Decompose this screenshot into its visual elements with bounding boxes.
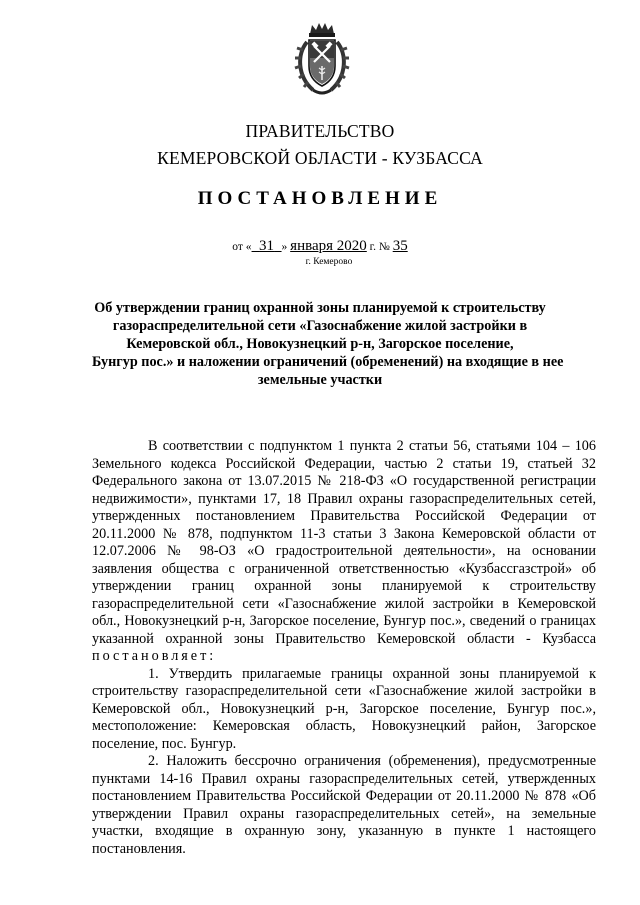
organization-name-line2: КЕМЕРОВСКОЙ ОБЛАСТИ - КУЗБАССА xyxy=(157,148,483,168)
date-quote-close: » xyxy=(281,241,288,253)
document-date-line xyxy=(0,238,640,255)
organization-name-line1: ПРАВИТЕЛЬСТВО xyxy=(245,121,395,141)
date-month-year: января 2020 xyxy=(290,238,367,254)
item-1-paragraph: 1. Утвердить прилагаемые границы охранной зоны планируемой к строительству газораспределительной сети «Газоснабжение жилой застройки в Кемеровской обл., Новокузнецкий р-н, Загорское поселение, Бунгур пос.», местоположение: Кемеровская область, Новокузнецкий район, Загорское поселение, пос. Бунгур. xyxy=(92,665,596,752)
document-title xyxy=(92,299,564,389)
title-line: Об утверждении границ охранной зоны планируемой к строительству xyxy=(94,300,546,316)
kemerovo-coat-of-arms-icon xyxy=(293,20,351,98)
document-city: г. Кемерово xyxy=(305,257,353,267)
document-number: 35 xyxy=(392,238,408,254)
number-sign: № xyxy=(378,241,390,253)
date-day: 31 xyxy=(259,238,275,254)
date-year-suffix: г. xyxy=(369,241,376,253)
date-prefix: от « xyxy=(232,241,252,253)
title-line: газораспределительной сети «Газоснабжение жилой застройки в xyxy=(112,318,528,334)
title-line: Бунгур пос.» и наложении ограничений (обременений) на входящие в нее xyxy=(92,354,564,370)
preamble-paragraph: В соответствии с подпунктом 1 пункта 2 статьи 56, статьями 104 – 106 Земельного кодекса Российской Федерации, частью 2 статьи 19, статьей 32 Федерального закона от 13.07.2015 № 218-ФЗ «О государственной регистрации недвижимости», пунктами 17, 18 Правил охраны газораспределительных сетей, утвержденных постановлением Правительства Российской Федерации от 20.11.2000 № 878, подпунктом 11-3 статьи 3 Закона Кемеровской области от 12.07.2006 № 98-ОЗ «О градостроительной деятельности», на основании заявления общества с ограниченной ответственностью «Кузбассгазстрой» об утверждении границ охранной зоны планируемой к строительству газораспределительной сети «Газоснабжение жилой застройки в Кемеровской обл., Новокузнецкий р-н, Загорское поселение, Бунгур пос.», сведений о границах указанной охранной зоны Правительство Кемеровской области - Кузбасса постановляет: xyxy=(92,438,596,664)
item-2-paragraph: 2. Наложить бессрочно ограничения (обременения), предусмотренные пунктами 14-16 Правил охраны газораспределительных сетей, утвержденных постановлением Правительства Российской Федерации от 20.11.2000 № 878 «Об утверждении Правил охраны газораспределительных сетей», на земельные участки, входящие в охранную зону, указанную в пункте 1 настоящего постановления. xyxy=(92,753,596,857)
document-type-heading: ПОСТАНОВЛЕНИЕ xyxy=(197,188,443,209)
title-line: Кемеровской обл., Новокузнецкий р-н, Загорское поселение, xyxy=(126,336,514,352)
document-body xyxy=(92,438,596,858)
resolves-word: постановляет: xyxy=(92,648,217,664)
title-line: земельные участки xyxy=(257,372,383,388)
